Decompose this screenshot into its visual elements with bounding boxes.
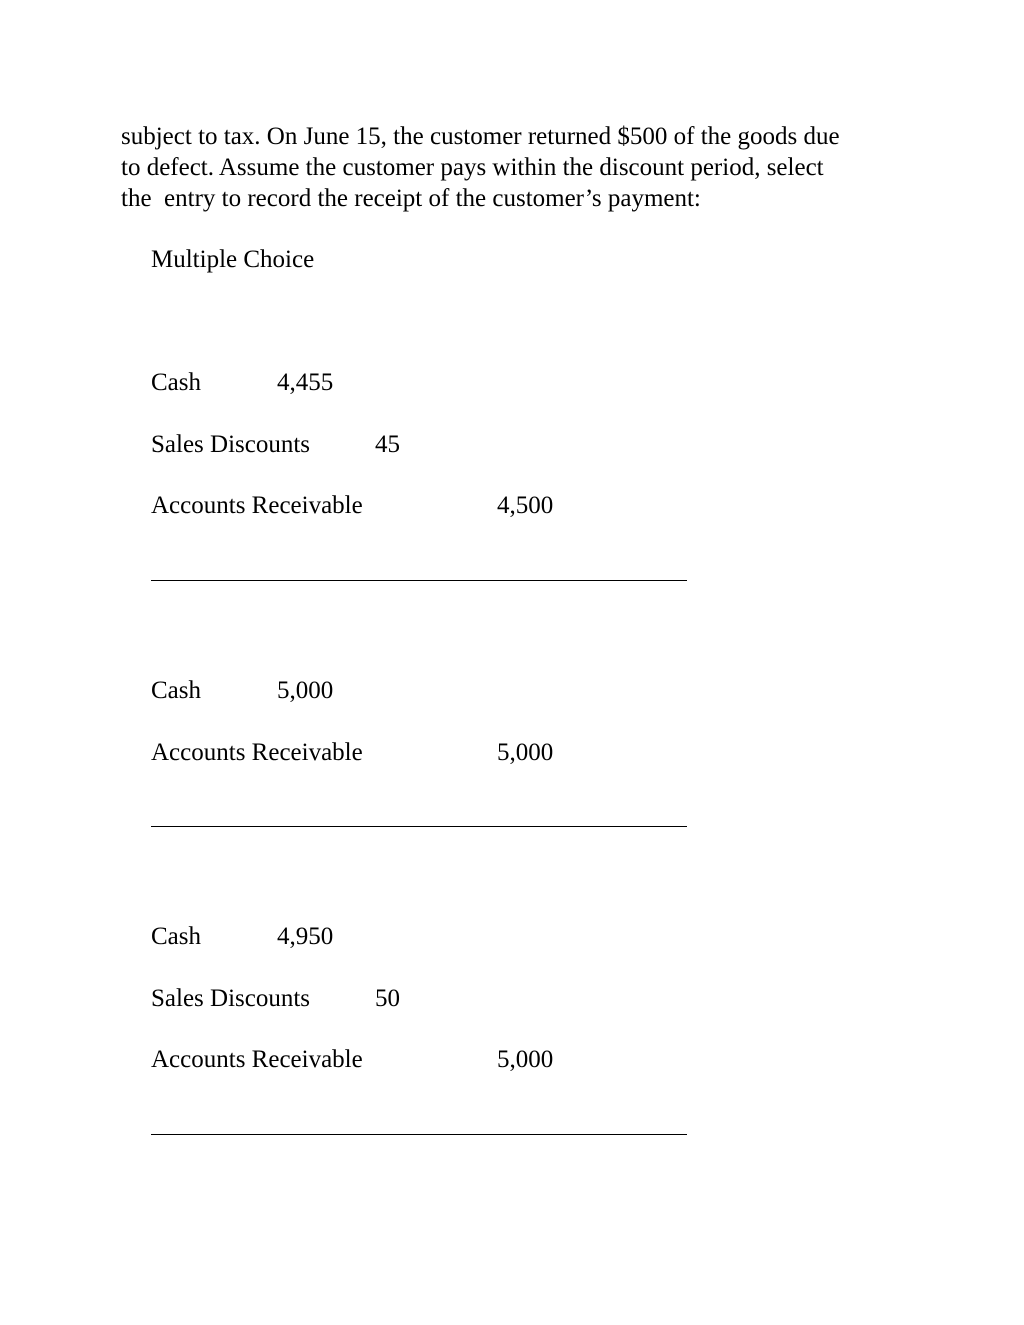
entry-amount: 45 [375, 431, 400, 458]
option-divider [151, 580, 687, 581]
multiple-choice-label: Multiple Choice [151, 246, 315, 273]
entry-amount: 5,000 [277, 677, 334, 704]
entry-amount: 5,000 [497, 739, 554, 766]
entry-account: Accounts Receivable [151, 739, 363, 766]
question-line: subject to tax. On June 15, the customer returned $500 of the goods due [121, 123, 840, 150]
question-line: to defect. Assume the customer pays within the discount period, select [121, 154, 824, 181]
option-divider [151, 1134, 687, 1135]
entry-amount: 4,500 [497, 492, 554, 519]
entry-amount: 5,000 [497, 1046, 554, 1073]
entry-amount: 4,950 [277, 923, 334, 950]
entry-account: Sales Discounts [151, 985, 311, 1012]
entry-amount: 4,455 [277, 369, 334, 396]
entry-account: Sales Discounts [151, 431, 311, 458]
entry-amount: 50 [375, 985, 400, 1012]
entry-account: Cash [151, 677, 201, 704]
option-divider [151, 826, 687, 827]
entry-account: Accounts Receivable [151, 1046, 363, 1073]
question-line: the entry to record the receipt of the customer’s payment: [121, 185, 701, 212]
question-text [121, 121, 921, 214]
entry-account: Cash [151, 369, 201, 396]
entry-account: Accounts Receivable [151, 492, 363, 519]
entry-account: Cash [151, 923, 201, 950]
